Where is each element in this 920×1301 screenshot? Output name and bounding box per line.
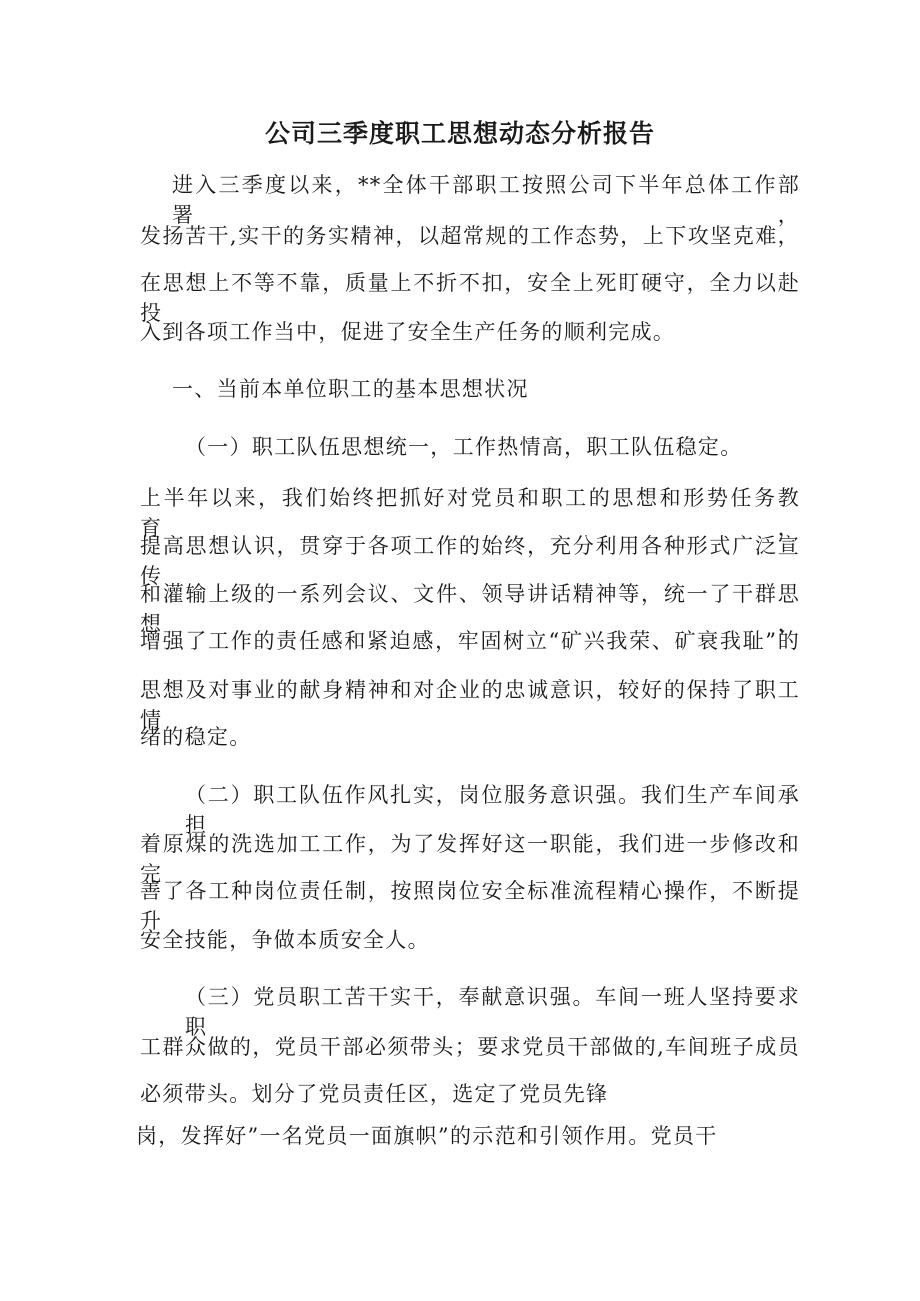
document-title: 公司三季度职工思想动态分析报告 [264, 119, 655, 148]
paragraph-line: 发扬苦干,实干的务实精神，以超常规的工作态势，上下攻坚克难， [140, 224, 800, 248]
paragraph-line: 上半年以来，我们始终把抓好对党员和职工的思想和形势任务教育， [140, 486, 800, 540]
paragraph-line: 入到各项工作当中，促进了安全生产任务的顺利完成。 [140, 320, 676, 344]
paragraph-line: （二）职工队伍作风扎实，岗位服务意识强。我们生产车间承担 [185, 783, 800, 837]
paragraph-line: 着原煤的洗选加工工作，为了发挥好这一职能，我们进一步修改和完 [140, 832, 800, 886]
paragraph-line: 在思想上不等不靠，质量上不折不扣，安全上死盯硬守，全力以赴投 [140, 271, 800, 325]
paragraph-line: （三）党员职工苦干实干，奉献意识强。车间一班人坚持要求职 [185, 985, 800, 1039]
paragraph-line: 必须带头。划分了党员责任区，选定了党员先锋 [140, 1082, 609, 1106]
paragraph-line: 和灌输上级的一系列会议、文件、领导讲话精神等，统一了干群思想， [140, 582, 800, 636]
paragraph-line: 善了各工种岗位责任制，按照岗位安全标准流程精心操作，不断提升 [140, 879, 800, 933]
paragraph-line: 思想及对事业的献身精神和对企业的忠诚意识，较好的保持了职工情 [140, 678, 800, 732]
paragraph-line: 岗，发挥好”一名党员一面旗帜”的示范和引领作用。党员干 [136, 1124, 718, 1148]
paragraph-line: 增强了工作的责任感和紧迫感，牢固树立“矿兴我荣、矿衰我耻”的 [140, 629, 800, 653]
paragraph-line: 进入三季度以来，**全体干部职工按照公司下半年总体工作部署， [172, 173, 800, 227]
paragraph-line: 安全技能，争做本质安全人。 [140, 928, 430, 952]
section-heading: 一、当前本单位职工的基本思想状况 [172, 377, 529, 401]
paragraph-line: 绪的稳定。 [140, 725, 252, 749]
subsection-heading: （一）职工队伍思想统一，工作热情高，职工队伍稳定。 [185, 435, 743, 459]
paragraph-line: 工群众做的，党员干部必须带头；要求党员干部做的,车间班子成员 [140, 1035, 800, 1059]
paragraph-line: 提高思想认识，贯穿于各项工作的始终，充分利用各种形式广泛宣传 [140, 534, 800, 588]
